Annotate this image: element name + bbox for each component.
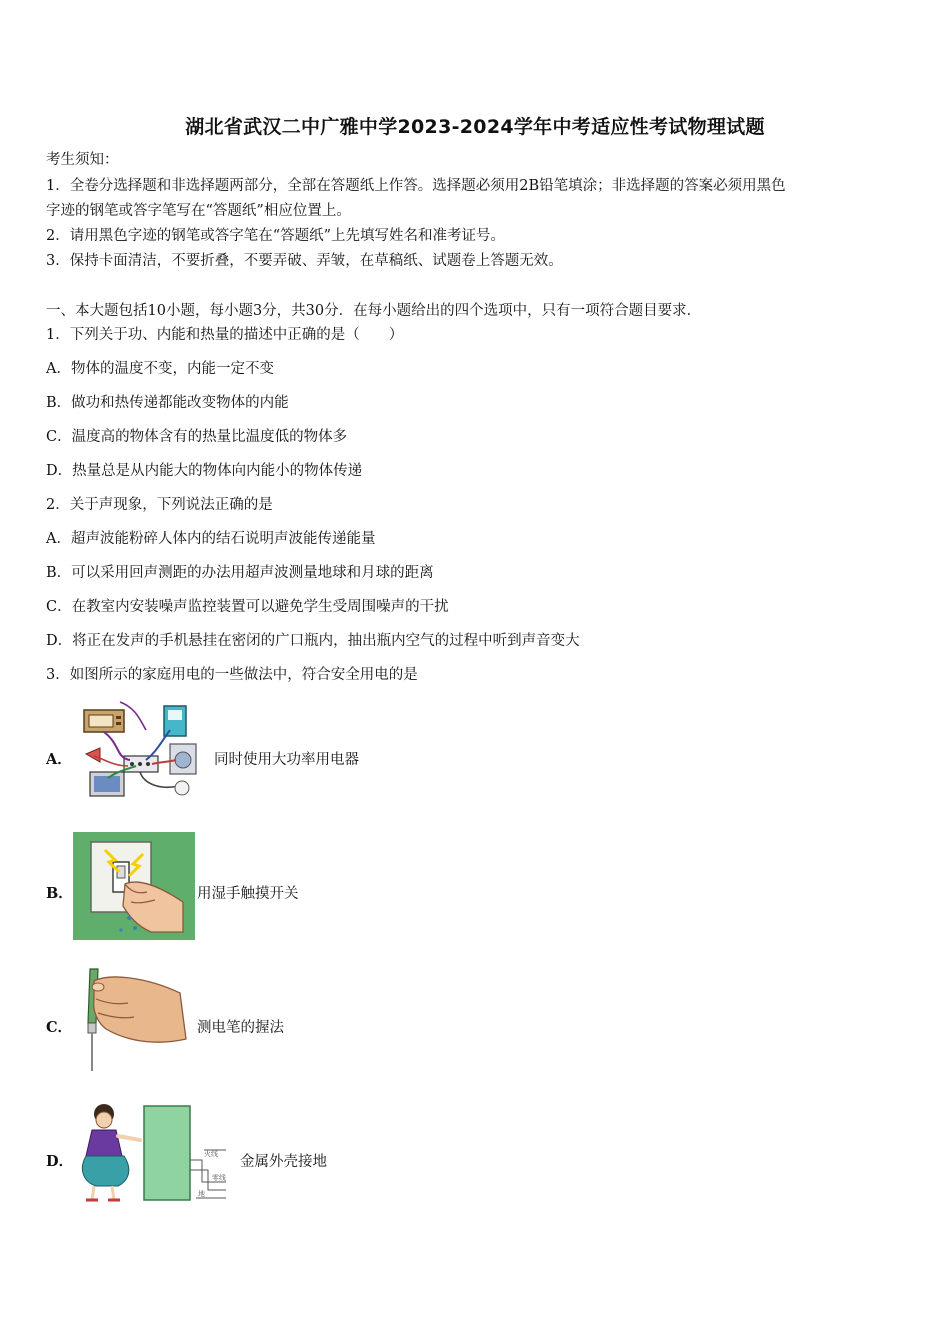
wire-label-neutral: 零线	[212, 1174, 226, 1182]
q3-option-c-text: 测电笔的握法	[197, 1020, 284, 1036]
q3-option-d-text: 金属外壳接地	[240, 1154, 327, 1170]
q1-option-b: B．做功和热传递都能改变物体的内能	[46, 395, 289, 411]
notice-item-1-cont: 字迹的钢笔或答字笔写在“答题纸”相应位置上。	[46, 203, 351, 219]
q1-stem: 1．下列关于功、内能和热量的描述中正确的是（ ）	[46, 327, 404, 343]
q1-option-a: A．物体的温度不变，内能一定不变	[46, 361, 274, 377]
notice-item-2: 2．请用黑色字迹的钢笔或答字笔在“答题纸”上先填写姓名和准考证号。	[46, 228, 506, 244]
q1-option-c: C．温度高的物体含有的热量比温度低的物体多	[46, 429, 348, 445]
q2-option-a: A．超声波能粉碎人体内的结石说明声波能传递能量	[46, 531, 376, 547]
q3-option-d-label: D．	[46, 1153, 74, 1170]
wire-label-live: 火线	[204, 1150, 218, 1158]
q2-option-c: C．在教室内安装噪声监控装置可以避免学生受周围噪声的干扰	[46, 599, 449, 615]
notice-item-1: 1．全卷分选择题和非选择题两部分，全部在答题纸上作答。选择题必须用2B铅笔填涂；非选择题的答案必须用黑色	[46, 178, 786, 194]
grounded-appliance-illustration	[78, 1100, 230, 1206]
page-title: 湖北省武汉二中广雅中学2023-2024学年中考适应性考试物理试题	[185, 116, 765, 138]
overloaded-socket-illustration	[80, 700, 212, 804]
section-heading: 一、本大题包括10小题，每小题3分，共30分．在每小题给出的四个选项中，只有一项符合题目要求．	[46, 303, 702, 319]
wet-hand-switch-illustration	[73, 832, 195, 940]
q3-option-c-label: C．	[46, 1019, 73, 1036]
wire-label-ground: 地	[198, 1190, 205, 1198]
q2-option-d: D．将正在发声的手机悬挂在密闭的广口瓶内，抽出瓶内空气的过程中听到声音变大	[46, 633, 580, 649]
notice-heading: 考生须知：	[46, 152, 119, 168]
q3-stem: 3．如图所示的家庭用电的一些做法中，符合安全用电的是	[46, 667, 418, 683]
test-pen-grip-illustration	[76, 963, 188, 1075]
q3-option-a-text: 同时使用大功率用电器	[214, 752, 359, 768]
q3-option-b-label: B．	[46, 885, 73, 902]
q3-option-b-text: 用湿手触摸开关	[197, 886, 299, 902]
q2-option-b: B．可以采用回声测距的办法用超声波测量地球和月球的距离	[46, 565, 434, 581]
q3-option-a-label: A．	[46, 751, 72, 768]
q1-option-d: D．热量总是从内能大的物体向内能小的物体传递	[46, 463, 363, 479]
q2-stem: 2．关于声现象，下列说法正确的是	[46, 497, 273, 513]
notice-item-3: 3．保持卡面清洁，不要折叠，不要弄破、弄皱，在草稿纸、试题卷上答题无效。	[46, 253, 563, 269]
